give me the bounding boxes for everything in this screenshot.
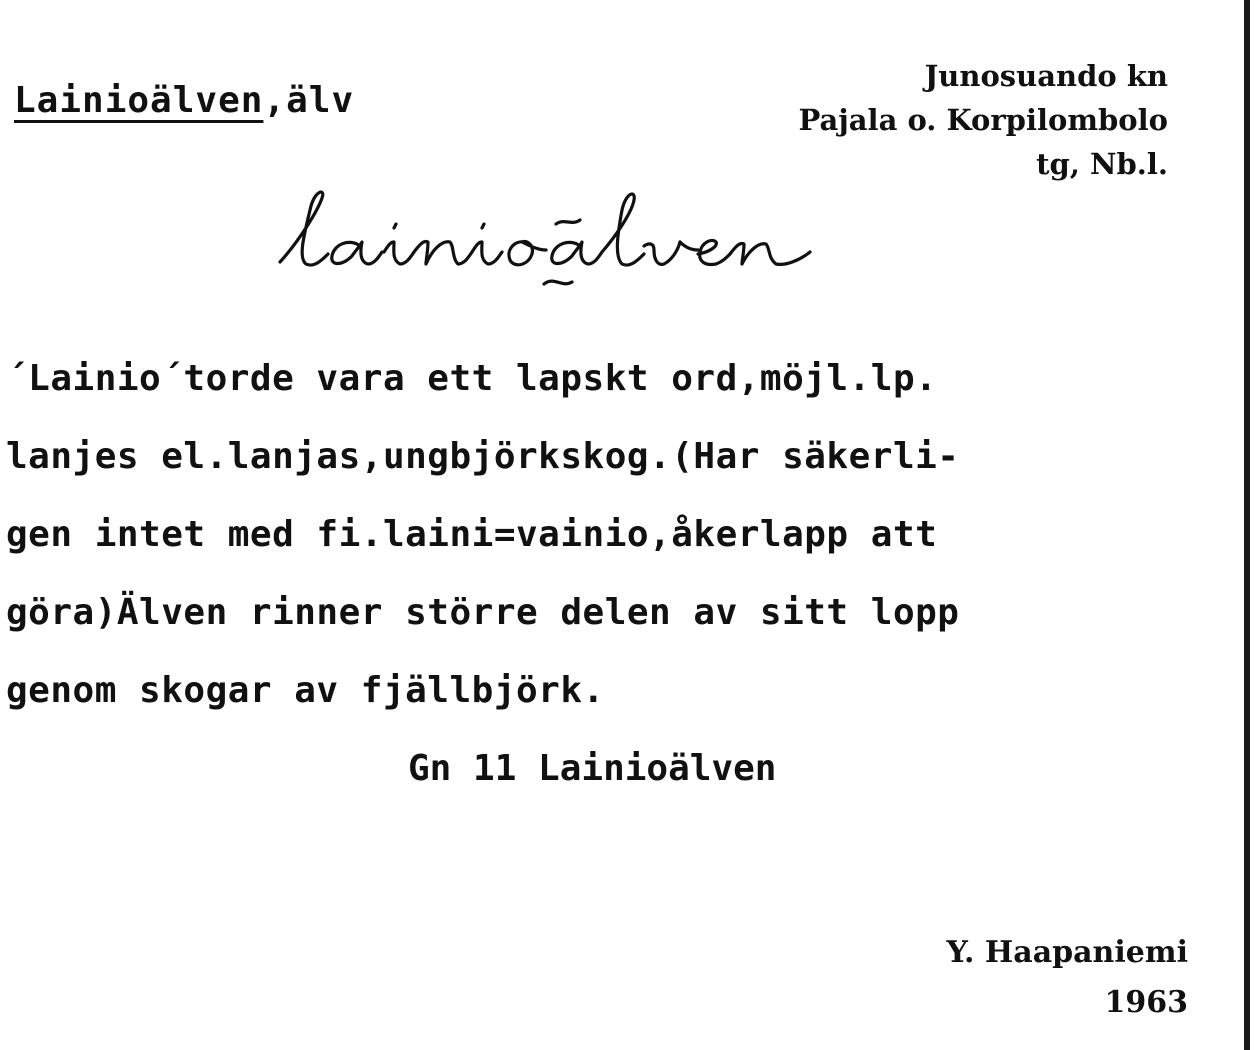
location-line-3: tg, Nb.l.	[1036, 147, 1168, 181]
headword-name: Lainioälven	[14, 80, 264, 121]
body-line: göra)Älven rinner större delen av sitt lopp	[6, 592, 960, 633]
location-block	[798, 54, 1168, 186]
signature-block	[946, 928, 1188, 1028]
location-line-1: Junosuando kn	[924, 59, 1168, 93]
handwritten-name-drawing	[270, 180, 910, 300]
body-line: gen intet med fi.laini=vainio,åkerlapp att	[6, 514, 938, 555]
reference-line: Gn 11 Lainioälven	[408, 748, 777, 789]
handwritten-name	[270, 180, 910, 300]
body-text	[6, 340, 959, 730]
card-edge-line	[1244, 0, 1250, 1050]
body-line: genom skogar av fjällbjörk.	[6, 670, 605, 711]
body-line: lanjes el.lanjas,ungbjörkskog.(Har säkerli-	[6, 436, 960, 477]
signature-year: 1963	[1104, 985, 1188, 1020]
body-line: ´Lainio´torde vara ett lapskt ord,möjl.lp.	[6, 358, 938, 399]
headword-suffix: ,älv	[263, 80, 355, 121]
headword	[14, 80, 354, 121]
location-line-2: Pajala o. Korpilombolo	[798, 103, 1168, 137]
signature-name: Y. Haapaniemi	[946, 935, 1188, 970]
